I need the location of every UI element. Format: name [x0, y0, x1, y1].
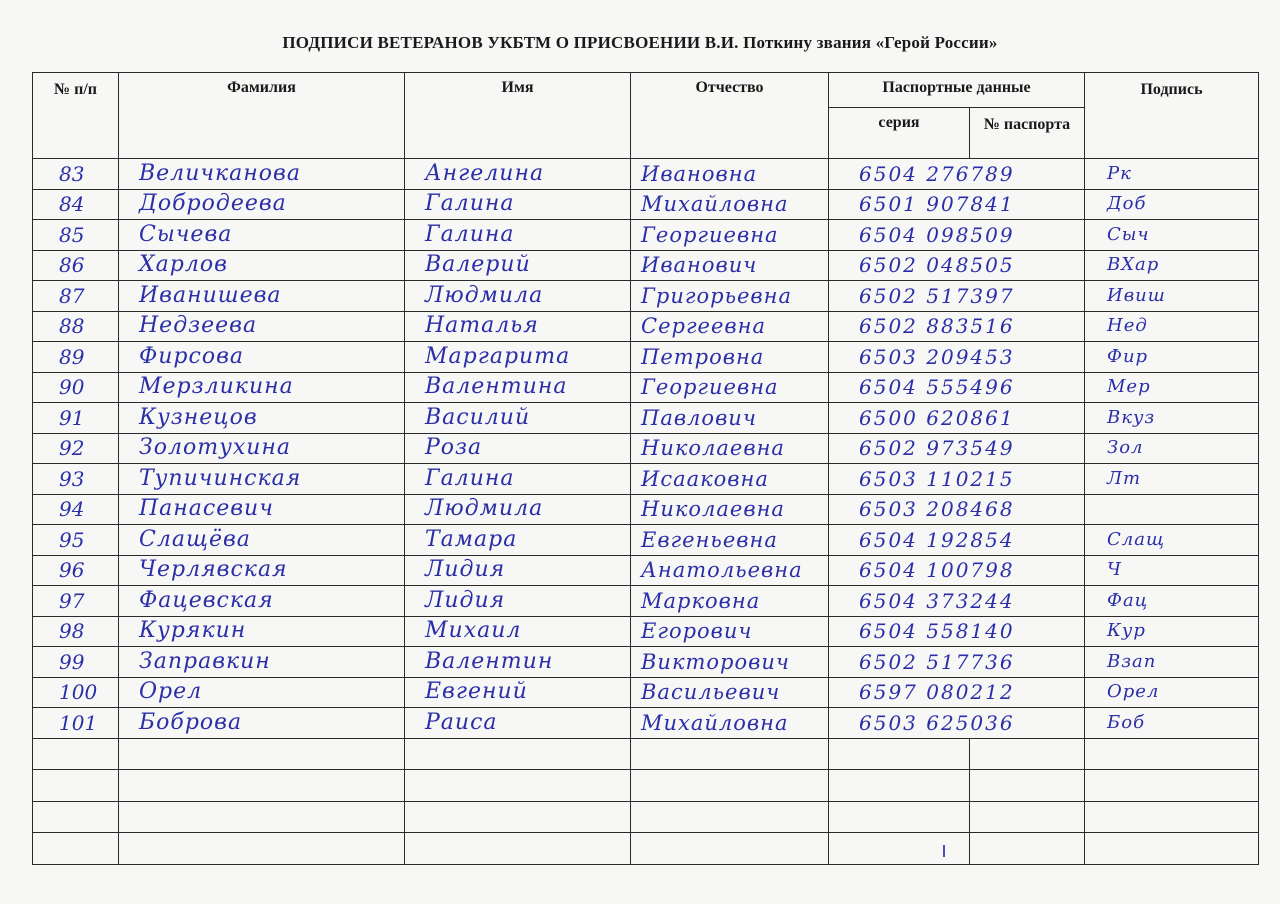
row-signature: Слащ — [1085, 525, 1259, 556]
header-patronymic: Отчество — [631, 73, 829, 159]
header-surname: Фамилия — [119, 73, 405, 159]
row-signature: Орел — [1085, 677, 1259, 708]
row-surname: Фацевская — [119, 586, 405, 617]
row-patronymic: Павлович — [631, 403, 829, 434]
row-number: 84 — [33, 189, 119, 220]
row-surname: Тупичинская — [119, 464, 405, 495]
row-signature — [1085, 494, 1259, 525]
row-passport: 6502 973549 — [829, 433, 1085, 464]
empty-cell — [829, 738, 970, 770]
row-name: Маргарита — [405, 342, 631, 373]
row-patronymic: Егорович — [631, 616, 829, 647]
row-signature: Зол — [1085, 433, 1259, 464]
row-name: Евгений — [405, 677, 631, 708]
row-signature: Нед — [1085, 311, 1259, 342]
row-number: 98 — [33, 616, 119, 647]
row-surname: Золотухина — [119, 433, 405, 464]
empty-cell — [970, 833, 1085, 865]
row-signature: Ивиш — [1085, 281, 1259, 312]
row-surname: Добродеева — [119, 189, 405, 220]
empty-cell — [1085, 801, 1259, 833]
row-name: Раиса — [405, 708, 631, 739]
empty-cell — [405, 801, 631, 833]
empty-cell — [631, 801, 829, 833]
row-surname: Фирсова — [119, 342, 405, 373]
row-passport: 6504 555496 — [829, 372, 1085, 403]
table-row — [33, 525, 1259, 556]
row-passport: 6502 883516 — [829, 311, 1085, 342]
table-row — [33, 220, 1259, 251]
empty-cell — [829, 770, 970, 802]
row-signature: Вкуз — [1085, 403, 1259, 434]
table-row — [33, 372, 1259, 403]
row-surname: Курякин — [119, 616, 405, 647]
row-number: 94 — [33, 494, 119, 525]
row-number: 101 — [33, 708, 119, 739]
header-passport-number: № паспорта — [970, 108, 1085, 159]
row-passport: 6503 625036 — [829, 708, 1085, 739]
row-surname: Мерзликина — [119, 372, 405, 403]
row-signature: ВХар — [1085, 250, 1259, 281]
table-row — [33, 616, 1259, 647]
table-row — [33, 433, 1259, 464]
empty-cell — [631, 833, 829, 865]
row-signature: Рк — [1085, 159, 1259, 190]
row-patronymic: Петровна — [631, 342, 829, 373]
row-number: 88 — [33, 311, 119, 342]
row-number: 96 — [33, 555, 119, 586]
document-title: ПОДПИСИ ВЕТЕРАНОВ УКБТМ О ПРИСВОЕНИИ В.И. Поткину звания «Герой России» — [282, 33, 998, 52]
row-surname: Панасевич — [119, 494, 405, 525]
row-number: 83 — [33, 159, 119, 190]
row-passport: 6504 192854 — [829, 525, 1085, 556]
row-patronymic: Николаевна — [631, 494, 829, 525]
row-name: Лидия — [405, 555, 631, 586]
row-name: Василий — [405, 403, 631, 434]
empty-row — [33, 738, 1259, 770]
header-passport: Паспортные данные — [829, 73, 1085, 108]
row-number: 89 — [33, 342, 119, 373]
row-surname: Сычева — [119, 220, 405, 251]
row-signature: Сыч — [1085, 220, 1259, 251]
row-passport: 6503 208468 — [829, 494, 1085, 525]
row-patronymic: Иванович — [631, 250, 829, 281]
row-patronymic: Евгеньевна — [631, 525, 829, 556]
header-series: серия — [829, 108, 970, 159]
row-signature: Лт — [1085, 464, 1259, 495]
row-surname: Заправкин — [119, 647, 405, 678]
empty-row — [33, 833, 1259, 865]
row-surname: Кузнецов — [119, 403, 405, 434]
row-name: Валерий — [405, 250, 631, 281]
header-num: № п/п — [33, 73, 119, 159]
table-row — [33, 647, 1259, 678]
empty-cell — [119, 833, 405, 865]
empty-cell — [405, 833, 631, 865]
empty-cell — [631, 770, 829, 802]
empty-cell — [1085, 833, 1259, 865]
row-name: Галина — [405, 189, 631, 220]
empty-cell — [33, 801, 119, 833]
table-row — [33, 403, 1259, 434]
row-name: Роза — [405, 433, 631, 464]
row-number: 92 — [33, 433, 119, 464]
row-number: 86 — [33, 250, 119, 281]
row-number: 85 — [33, 220, 119, 251]
empty-row — [33, 801, 1259, 833]
row-passport: 6504 558140 — [829, 616, 1085, 647]
row-surname: Боброва — [119, 708, 405, 739]
row-name: Михаил — [405, 616, 631, 647]
row-signature: Боб — [1085, 708, 1259, 739]
row-signature: Фир — [1085, 342, 1259, 373]
row-patronymic: Васильевич — [631, 677, 829, 708]
empty-cell — [119, 801, 405, 833]
empty-cell — [1085, 770, 1259, 802]
row-name: Галина — [405, 220, 631, 251]
header-name: Имя — [405, 73, 631, 159]
row-surname: Слащёва — [119, 525, 405, 556]
row-name: Валентин — [405, 647, 631, 678]
row-signature: Кур — [1085, 616, 1259, 647]
header-signature: Подпись — [1085, 73, 1259, 159]
row-number: 100 — [33, 677, 119, 708]
row-signature: Фац — [1085, 586, 1259, 617]
empty-cell — [405, 770, 631, 802]
row-surname: Харлов — [119, 250, 405, 281]
row-patronymic: Исааковна — [631, 464, 829, 495]
table-row — [33, 311, 1259, 342]
row-name: Лидия — [405, 586, 631, 617]
table-row — [33, 586, 1259, 617]
table-row — [33, 159, 1259, 190]
row-number: 95 — [33, 525, 119, 556]
empty-cell — [119, 738, 405, 770]
row-signature: Взап — [1085, 647, 1259, 678]
row-number: 87 — [33, 281, 119, 312]
row-number: 97 — [33, 586, 119, 617]
row-surname: Иванишева — [119, 281, 405, 312]
table-row — [33, 250, 1259, 281]
empty-cell — [829, 833, 970, 865]
row-passport: 6504 100798 — [829, 555, 1085, 586]
row-patronymic: Михайловна — [631, 189, 829, 220]
table-row — [33, 342, 1259, 373]
empty-cell — [829, 801, 970, 833]
row-passport: 6504 373244 — [829, 586, 1085, 617]
row-name: Тамара — [405, 525, 631, 556]
empty-cell — [33, 738, 119, 770]
row-patronymic: Георгиевна — [631, 372, 829, 403]
table-row — [33, 464, 1259, 495]
row-patronymic: Григорьевна — [631, 281, 829, 312]
empty-cell — [970, 801, 1085, 833]
row-name: Людмила — [405, 281, 631, 312]
row-patronymic: Марковна — [631, 586, 829, 617]
row-passport: 6504 276789 — [829, 159, 1085, 190]
table-row — [33, 281, 1259, 312]
row-surname: Орел — [119, 677, 405, 708]
row-patronymic: Анатольевна — [631, 555, 829, 586]
empty-cell — [970, 738, 1085, 770]
empty-cell — [631, 738, 829, 770]
empty-cell — [33, 770, 119, 802]
empty-cell — [1085, 738, 1259, 770]
row-number: 93 — [33, 464, 119, 495]
ink-mark — [943, 845, 945, 857]
row-surname: Величканова — [119, 159, 405, 190]
row-number: 99 — [33, 647, 119, 678]
row-passport: 6597 080212 — [829, 677, 1085, 708]
table-body — [33, 159, 1259, 865]
empty-cell — [119, 770, 405, 802]
row-signature: Мер — [1085, 372, 1259, 403]
table-row — [33, 189, 1259, 220]
row-passport: 6503 209453 — [829, 342, 1085, 373]
row-name: Людмила — [405, 494, 631, 525]
row-passport: 6504 098509 — [829, 220, 1085, 251]
row-passport: 6500 620861 — [829, 403, 1085, 434]
empty-cell — [33, 833, 119, 865]
row-passport: 6502 517736 — [829, 647, 1085, 678]
row-patronymic: Сергеевна — [631, 311, 829, 342]
row-passport: 6501 907841 — [829, 189, 1085, 220]
table-row — [33, 494, 1259, 525]
signature-table — [32, 72, 1259, 865]
row-patronymic: Михайловна — [631, 708, 829, 739]
row-number: 90 — [33, 372, 119, 403]
row-passport: 6503 110215 — [829, 464, 1085, 495]
row-name: Наталья — [405, 311, 631, 342]
row-patronymic: Георгиевна — [631, 220, 829, 251]
table-row — [33, 677, 1259, 708]
empty-row — [33, 770, 1259, 802]
row-name: Ангелина — [405, 159, 631, 190]
row-passport: 6502 048505 — [829, 250, 1085, 281]
row-surname: Недзеева — [119, 311, 405, 342]
row-surname: Черлявская — [119, 555, 405, 586]
row-number: 91 — [33, 403, 119, 434]
empty-cell — [970, 770, 1085, 802]
row-passport: 6502 517397 — [829, 281, 1085, 312]
row-patronymic: Николаевна — [631, 433, 829, 464]
table-row — [33, 555, 1259, 586]
row-patronymic: Ивановна — [631, 159, 829, 190]
row-name: Галина — [405, 464, 631, 495]
table-row — [33, 708, 1259, 739]
row-signature: Ч — [1085, 555, 1259, 586]
row-name: Валентина — [405, 372, 631, 403]
row-signature: Доб — [1085, 189, 1259, 220]
empty-cell — [405, 738, 631, 770]
row-patronymic: Викторович — [631, 647, 829, 678]
